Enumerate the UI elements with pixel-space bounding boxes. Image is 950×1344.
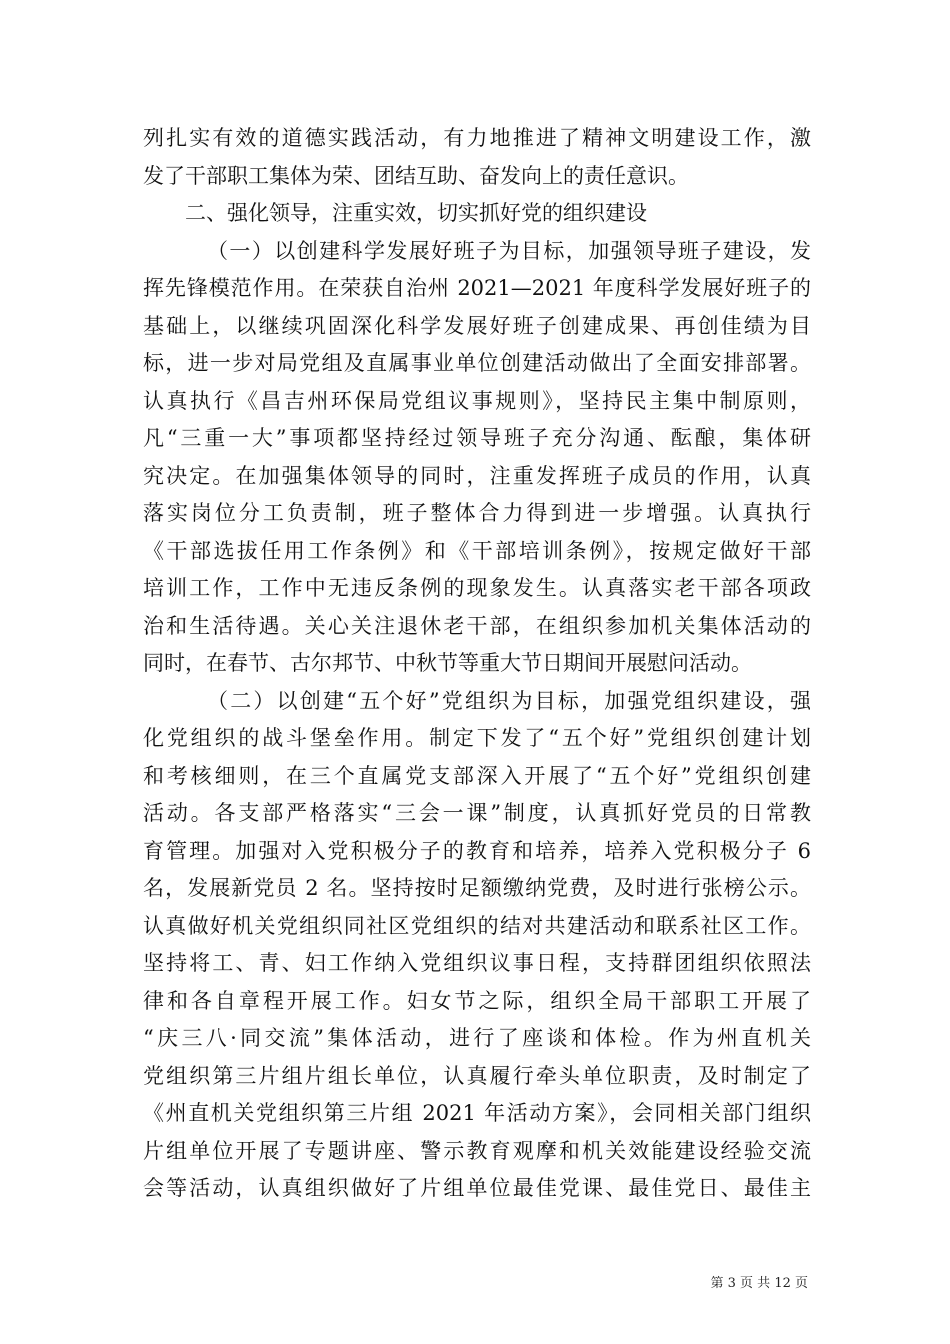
body-text xyxy=(143,120,811,1208)
paragraph-first-line: （一）以创建科学发展好班子为目标，加强领导班子建设，发 xyxy=(207,238,811,263)
text-line: 培训工作，工作中无违反条例的现象发生。认真落实老干部各项政 xyxy=(143,576,811,600)
text-line: 化党组织的战斗堡垒作用。制定下发了“五个好”党组织创建计划 xyxy=(143,726,811,750)
text-line: 育管理。加强对入党积极分子的教育和培养，培养入党积极分子 6 xyxy=(143,838,811,863)
text-line: 《州直机关党组织第三片组 2021 年活动方案》，会同相关部门组织 xyxy=(143,1101,811,1125)
text-line: 标，进一步对局党组及直属事业单位创建活动做出了全面安排部署。 xyxy=(143,351,811,375)
text-line: 片组单位开展了专题讲座、警示教育观摩和机关效能建设经验交流 xyxy=(143,1138,811,1163)
paragraph-first-line: （二）以创建“五个好”党组织为目标，加强党组织建设，强 xyxy=(207,688,811,713)
text-line: 律和各自章程开展工作。妇女节之际，组织全局干部职工开展了 xyxy=(143,988,811,1013)
text-line: 名，发展新党员 2 名。坚持按时足额缴纳党费，及时进行张榜公示。 xyxy=(143,876,811,900)
text-line: 落实岗位分工负责制，班子整体合力得到进一步增强。认真执行 xyxy=(143,501,811,525)
text-line: 同时，在春节、古尔邦节、中秋节等重大节日期间开展慰问活动。 xyxy=(143,651,752,675)
text-line: 坚持将工、青、妇工作纳入党组织议事日程，支持群团组织依照法 xyxy=(143,951,811,975)
text-line: 凡“三重一大”事项都坚持经过领导班子充分沟通、酝酿，集体研 xyxy=(143,426,811,450)
text-line: 列扎实有效的道德实践活动，有力地推进了精神文明建设工作，激 xyxy=(143,126,811,150)
text-line: 活动。各支部严格落实“三会一课”制度，认真抓好党员的日常教 xyxy=(143,801,811,825)
text-line: 认真执行《昌吉州环保局党组议事规则》，坚持民主集中制原则， xyxy=(143,388,811,413)
text-line: 和考核细则，在三个直属党支部深入开展了“五个好”党组织创建 xyxy=(143,763,811,788)
text-line: 发了干部职工集体为荣、团结互助、奋发向上的责任意识。 xyxy=(143,163,689,188)
text-line: 挥先锋模范作用。在荣获自治州 2021—2021 年度科学发展好班子的 xyxy=(143,276,811,300)
text-line: 会等活动，认真组织做好了片组单位最佳党课、最佳党日、最佳主 xyxy=(143,1176,811,1200)
section-heading: 二、强化领导，注重实效，切实抓好党的组织建设 xyxy=(185,201,647,225)
text-line: 认真做好机关党组织同社区党组织的结对共建活动和联系社区工作。 xyxy=(143,913,811,938)
page-number: 第 3 页 共 12 页 xyxy=(710,1276,808,1291)
text-line: 基础上，以继续巩固深化科学发展好班子创建成果、再创佳绩为目 xyxy=(143,313,811,338)
text-line: 究决定。在加强集体领导的同时，注重发挥班子成员的作用，认真 xyxy=(143,463,811,488)
text-line: 党组织第三片组片组长单位，认真履行牵头单位职责，及时制定了 xyxy=(143,1063,811,1088)
text-line: 治和生活待遇。关心关注退休老干部，在组织参加机关集体活动的 xyxy=(143,613,811,638)
text-line: “庆三八·同交流”集体活动，进行了座谈和体检。作为州直机关 xyxy=(143,1026,811,1050)
text-line: 《干部选拔任用工作条例》和《干部培训条例》，按规定做好干部 xyxy=(143,538,811,563)
